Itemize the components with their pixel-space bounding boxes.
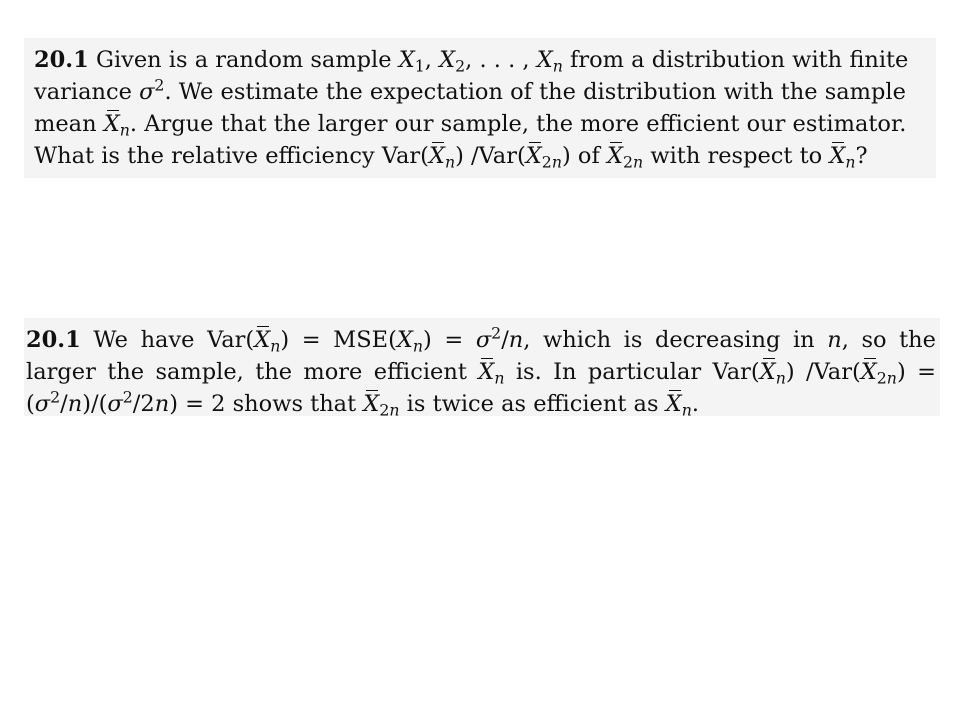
answer-line-3: $(\sigma^2/n)/(\sigma^2/2n) = 2$ shows that $X_{2n}$ is twice as efficient as $X_n$. [26, 387, 699, 420]
answer-number: 20.1 [26, 327, 81, 353]
answer-line-2: larger the sample, the more efficient $X_n$ is. In particular $Var(X_n) /Var(X_{2n})$ = [26, 356, 936, 388]
question-number: 20.1 [34, 47, 89, 73]
answer-line-1: 20.1 We have $Var(X_n) = MSE(X_n) = \sigma^2/n$, which is decreasing in n, so the [26, 323, 936, 356]
question-line-4: What is the relative efficiency $Var(X_n)$ $/Var(X_{2n})$ of $X_{2n}$ with respect to $X_n$? [34, 140, 926, 172]
answer-block [24, 318, 940, 420]
question-line-2: variance $\sigma^2$. We estimate the expectation of the distribution with the sample [34, 75, 906, 105]
question-line-1: 20.1 Given is a random sample $X_1$, $X_2$, . . . , $X_n$ from a distribution with finite [34, 47, 909, 76]
question-line-3: mean $X_n$. Argue that the larger our sample, the more efficient our estimator. [34, 108, 926, 140]
question-block [24, 38, 936, 178]
